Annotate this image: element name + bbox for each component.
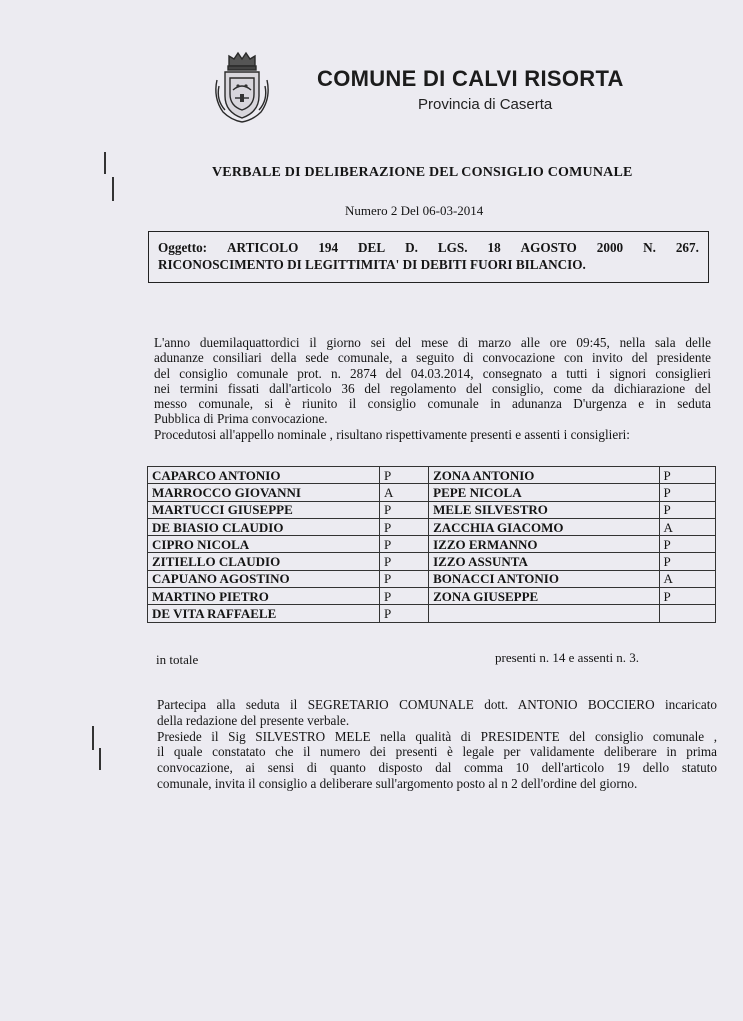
table-row [148, 501, 716, 518]
table-row [148, 605, 716, 622]
intro-line: L'anno duemilaquattordici il giorno sei del mese di marzo alle ore 09:45, nella sala delle [154, 335, 711, 350]
intro-line: messo comunale, si è riunito il consiglio comunale in adunanza D'urgenza e in seduta [154, 396, 711, 412]
subject-word: 194 [318, 240, 339, 255]
subject-word: LGS. [437, 240, 468, 255]
subject-word: 267. [675, 240, 699, 255]
attendance-status: P [380, 467, 429, 484]
councillor-name: DE VITA RAFFAELE [148, 605, 380, 622]
attendance-status: P [659, 484, 715, 501]
document-title: VERBALE DI DELIBERAZIONE DEL CONSIGLIO COMUNALE [212, 165, 633, 180]
councillor-name: CAPARCO ANTONIO [148, 467, 380, 484]
councillor-name: DE BIASIO CLAUDIO [148, 518, 380, 535]
subject-word: 2000 [596, 240, 624, 255]
attendance-status: P [380, 570, 429, 587]
intro-line: nei termini fissati dall'articolo 36 del regolamento del consiglio, come da dichiarazione del [154, 380, 711, 396]
attendance-totals: presenti n. 14 e assenti n. 3. [495, 650, 640, 665]
municipality-name: COMUNE DI CALVI RISORTA [317, 66, 624, 91]
attendance-status: P [659, 467, 715, 484]
councillor-name: MELE SILVESTRO [429, 501, 659, 518]
councillor-name: PEPE NICOLA [429, 484, 659, 501]
councillor-name [429, 605, 659, 622]
attendance-status: P [380, 553, 429, 570]
closing-line: Partecipa alla seduta il SEGRETARIO COMUNALE dott. ANTONIO BOCCIERO incaricato [157, 697, 717, 712]
attendance-status [659, 605, 715, 622]
margin-mark [99, 748, 101, 770]
councillor-name: ZACCHIA GIACOMO [429, 518, 659, 535]
table-row [148, 518, 716, 535]
subject-word: ARTICOLO [227, 240, 299, 255]
attendance-status: A [659, 570, 715, 587]
margin-mark [92, 726, 94, 750]
attendance-status: P [380, 588, 429, 605]
subject-word: AGOSTO [520, 240, 577, 255]
councillor-name: IZZO ASSUNTA [429, 553, 659, 570]
attendance-status: P [380, 536, 429, 553]
councillor-name: MARTINO PIETRO [148, 588, 380, 605]
intro-line: del consiglio comunale prot. n. 2874 del 04.03.2014, consegnato a tutti i signori consiglieri [154, 365, 711, 381]
councillor-name: ZITIELLO CLAUDIO [148, 553, 380, 570]
councillor-name: ZONA GIUSEPPE [429, 588, 659, 605]
subject-line-1 [158, 239, 699, 256]
subject-word: 18 [487, 240, 501, 255]
closing-line: convocazione, ai sensi di quanto disposto dal comma 10 dell'articolo 19 dello statuto [157, 760, 717, 776]
councillor-name: BONACCI ANTONIO [429, 570, 659, 587]
councillor-name: ZONA ANTONIO [429, 467, 659, 484]
margin-mark [112, 177, 114, 201]
coat-of-arms-icon [211, 50, 273, 126]
subject-word: N. [643, 240, 656, 255]
attendance-status: P [659, 553, 715, 570]
subject-word: DEL [358, 240, 386, 255]
attendance-status: P [380, 605, 429, 622]
attendance-status: P [659, 536, 715, 553]
councillor-name: MARTUCCI GIUSEPPE [148, 501, 380, 518]
attendance-status: A [380, 484, 429, 501]
document-number-date: Numero 2 Del 06-03-2014 [345, 203, 484, 218]
closing-line: comunale, invita il consiglio a deliberare sull'argomento posto al n 2 dell'ordine del giorno. [157, 775, 638, 791]
table-row [148, 553, 716, 570]
table-row [148, 536, 716, 553]
attendance-status: P [659, 501, 715, 518]
intro-line: Procedutosi all'appello nominale , risultano rispettivamente presenti e assenti i consiglieri: [154, 426, 630, 442]
attendance-status: P [380, 518, 429, 535]
councillor-name: CAPUANO AGOSTINO [148, 570, 380, 587]
total-label: in totale [156, 652, 199, 667]
councillor-name: IZZO ERMANNO [429, 536, 659, 553]
attendance-status: P [380, 501, 429, 518]
table-row [148, 570, 716, 587]
province-name: Provincia di Caserta [418, 96, 553, 113]
councillor-name: CIPRO NICOLA [148, 536, 380, 553]
councillor-name: MARROCCO GIOVANNI [148, 484, 380, 501]
margin-mark [104, 152, 106, 174]
intro-line: Pubblica di Prima convocazione. [154, 411, 328, 427]
table-row [148, 588, 716, 605]
intro-paragraph [154, 335, 711, 442]
intro-line: adunanze consiliari della sede comunale, a seguito di convocazione con invito del presidente [154, 350, 711, 366]
table-row [148, 467, 716, 484]
closing-line: della redazione del presente verbale. [157, 712, 350, 728]
closing-paragraph [157, 697, 717, 792]
closing-line: il quale constatato che il numero dei presenti è legale per validamente deliberare in prima [157, 744, 717, 760]
attendance-status: A [659, 518, 715, 535]
closing-line: Presiede il Sig SILVESTRO MELE nella qualità di PRESIDENTE del consiglio comunale , [157, 728, 717, 744]
attendance-table [147, 466, 716, 623]
subject-box [148, 231, 709, 283]
table-row [148, 484, 716, 501]
subject-word: D. [405, 240, 418, 255]
subject-line-2: RICONOSCIMENTO DI LEGITTIMITA' DI DEBITI FUORI BILANCIO. [158, 257, 586, 272]
attendance-status: P [659, 588, 715, 605]
subject-word: Oggetto: [158, 240, 208, 255]
